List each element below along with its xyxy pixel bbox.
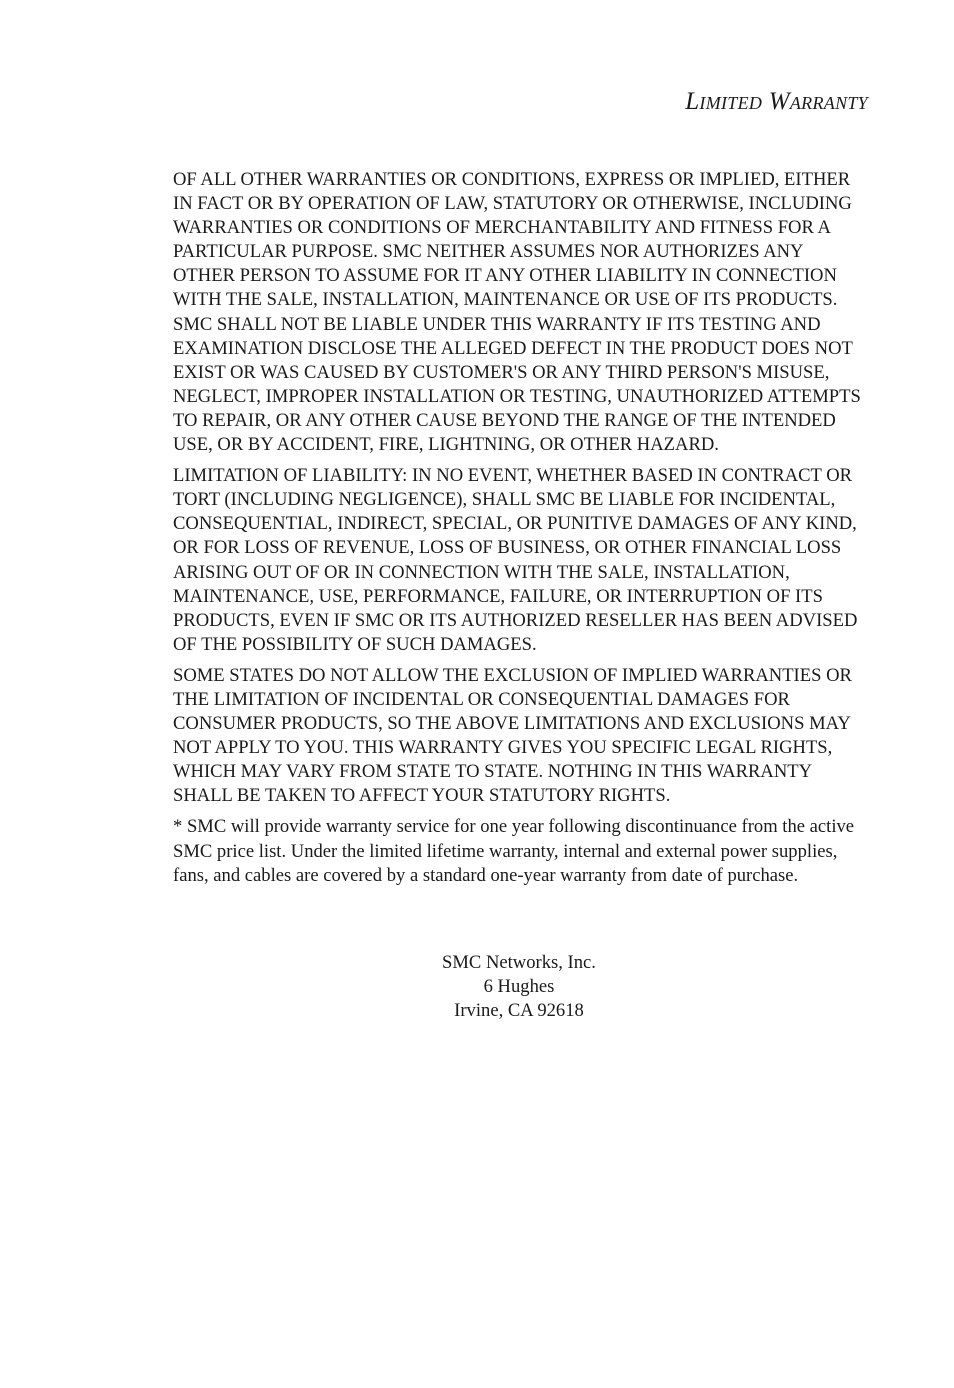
paragraph-state-rights: SOME STATES DO NOT ALLOW THE EXCLUSION OF IMPLIED WARRANTIES OR THE LIMITATION OF INCIDENTAL OR CONSEQUENTIAL DAMAGES FOR CONSUMER PRODUCTS, SO THE ABOVE LIMITATIONS AND EXCLUSIONS MAY NOT APPLY TO YOU. THIS WARRANTY GIVES YOU SPECIFIC LEGAL RIGHTS, WHICH MAY VARY FROM STATE TO STATE. NOTHING IN THIS WARRANTY SHALL BE TAKEN TO AFFECT YOUR STATUTORY RIGHTS.: [173, 664, 852, 807]
page-running-header: Limited Warranty: [685, 88, 868, 115]
paragraph-footnote: * SMC will provide warranty service for one year following discontinuance from the active SMC price list. Under the limited lifetime warranty, internal and external power supplies, fans, and cables are covered by a standard one-year warranty from date of purchase.: [173, 816, 855, 886]
paragraph-limitation-of-liability: LIMITATION OF LIABILITY: IN NO EVENT, WHETHER BASED IN CONTRACT OR TORT (INCLUDING NEGLIGENCE), SHALL SMC BE LIABLE FOR INCIDENTAL, CONSEQUENTIAL, INDIRECT, SPECIAL, OR PUNITIVE DAMAGES OF ANY KIND, OR FOR LOSS OF REVENUE, LOSS OF BUSINESS, OR OTHER FINANCIAL LOSS ARISING OUT OF OR IN CONNECTION WITH THE SALE, INSTALLATION, MAINTENANCE, USE, PERFORMANCE, FAILURE, OR INTERRUPTION OF ITS PRODUCTS, EVEN IF SMC OR ITS AUTHORIZED RESELLER HAS BEEN ADVISED OF THE POSSIBILITY OF SUCH DAMAGES.: [173, 465, 858, 655]
address-company: SMC Networks, Inc.: [442, 952, 596, 973]
address-street: 6 Hughes: [483, 976, 555, 998]
address-city: Irvine, CA 92618: [454, 1000, 584, 1022]
warranty-body: [173, 168, 865, 895]
company-address: [173, 951, 865, 1023]
paragraph-disclaimer: OF ALL OTHER WARRANTIES OR CONDITIONS, EXPRESS OR IMPLIED, EITHER IN FACT OR BY OPERATION OF LAW, STATUTORY OR OTHERWISE, INCLUDING WARRANTIES OR CONDITIONS OF MERCHANTABILITY AND FITNESS FOR A PARTICULAR PURPOSE. SMC NEITHER ASSUMES NOR AUTHORIZES ANY OTHER PERSON TO ASSUME FOR IT ANY OTHER LIABILITY IN CONNECTION WITH THE SALE, INSTALLATION, MAINTENANCE OR USE OF ITS PRODUCTS. SMC SHALL NOT BE LIABLE UNDER THIS WARRANTY IF ITS TESTING AND EXAMINATION DISCLOSE THE ALLEGED DEFECT IN THE PRODUCT DOES NOT EXIST OR WAS CAUSED BY CUSTOMER'S OR ANY THIRD PERSON'S MISUSE, NEGLECT, IMPROPER INSTALLATION OR TESTING, UNAUTHORIZED ATTEMPTS TO REPAIR, OR ANY OTHER CAUSE BEYOND THE RANGE OF THE INTENDED USE, OR BY ACCIDENT, FIRE, LIGHTNING, OR OTHER HAZARD.: [173, 169, 861, 456]
